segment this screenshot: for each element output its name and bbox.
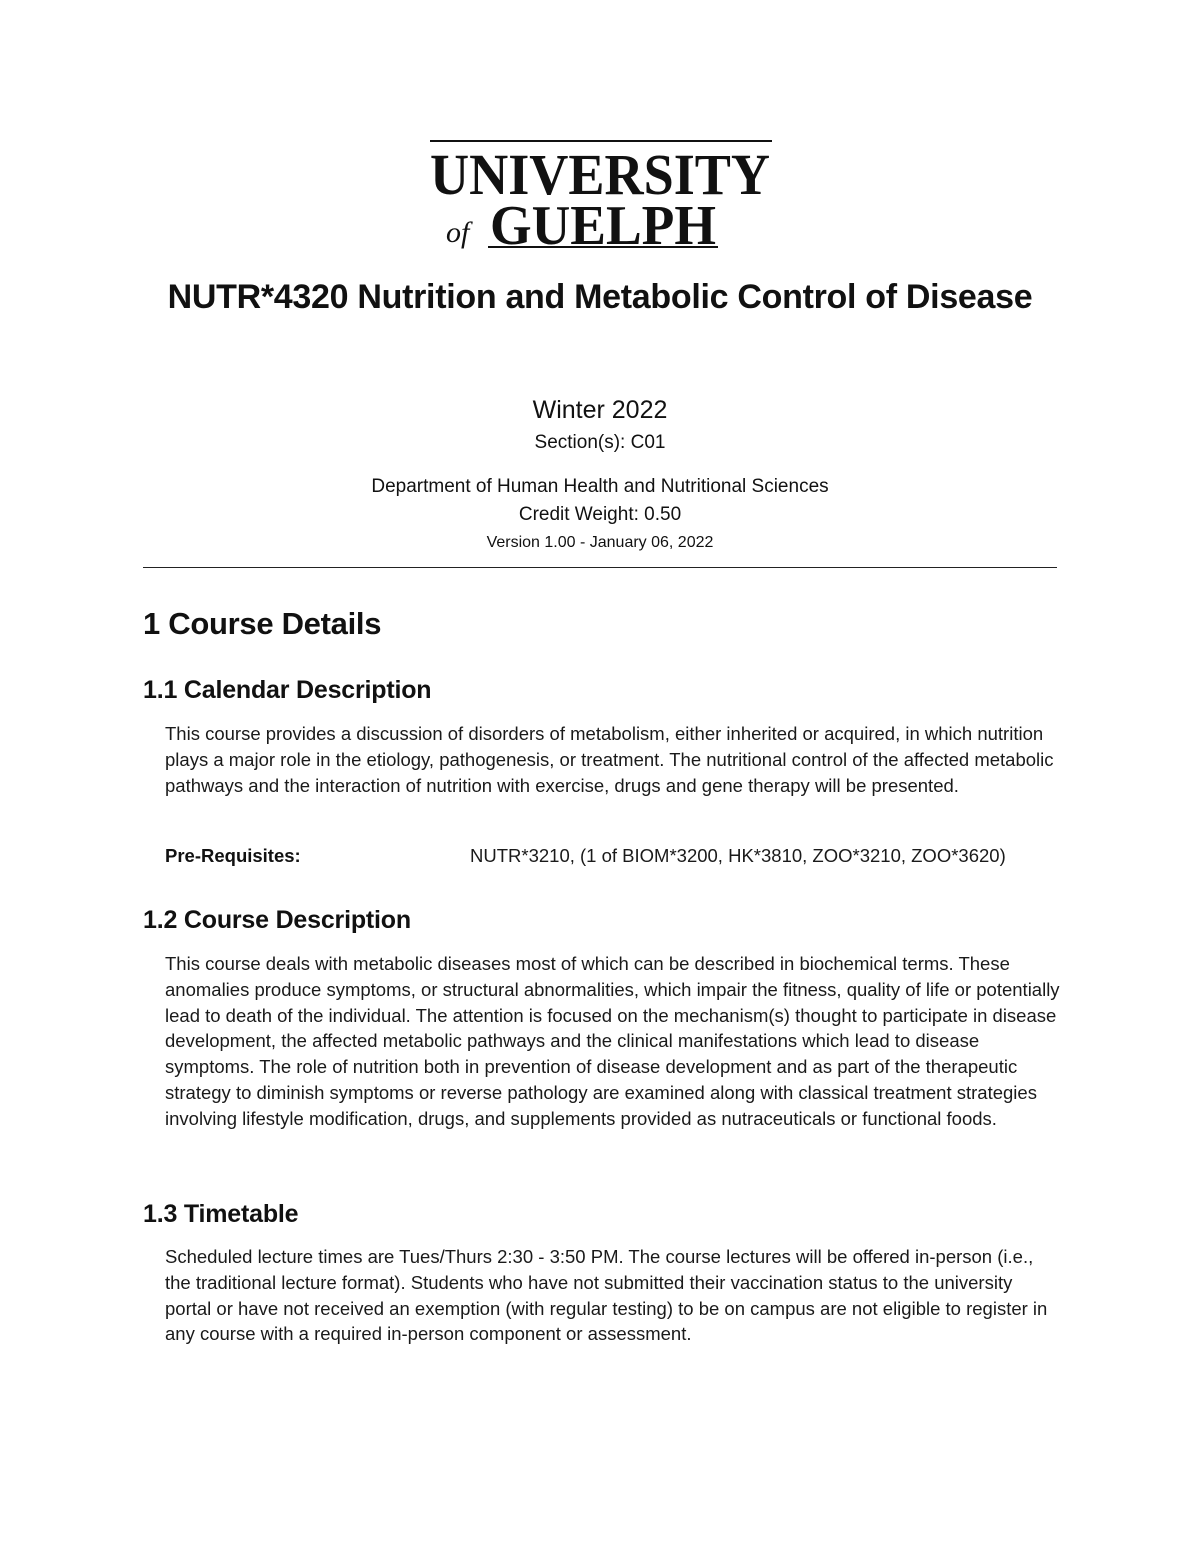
- page-title: NUTR*4320 Nutrition and Metabolic Control of Disease: [167, 278, 1033, 316]
- sections: Section(s): C01: [534, 432, 666, 453]
- logo-of: of: [446, 216, 470, 249]
- header-divider: [143, 567, 1057, 568]
- subsection-heading-course-description: 1.2 Course Description: [143, 906, 411, 934]
- subsection-heading-timetable: 1.3 Timetable: [143, 1200, 299, 1228]
- logo-line1: UNIVERSITY: [430, 142, 770, 207]
- prerequisites-value: NUTR*3210, (1 of BIOM*3200, HK*3810, ZOO*3210, ZOO*3620): [470, 845, 1006, 866]
- university-logo: [428, 138, 774, 250]
- department: Department of Human Health and Nutritional Sciences: [371, 476, 829, 497]
- timetable-text: Scheduled lecture times are Tues/Thurs 2:30 - 3:50 PM. The course lectures will be offered in-person (i.e., the traditional lecture format). Students who have not submitted their vaccination status to the university portal or have not received an exemption (with regular testing) to be on campus are not eligible to register in any course with a required in-person component or assessment.: [165, 1246, 1048, 1345]
- term: Winter 2022: [532, 396, 668, 424]
- credit-weight: Credit Weight: 0.50: [518, 504, 682, 525]
- logo-line2: GUELPH: [490, 195, 716, 250]
- course-description-text: This course deals with metabolic diseases most of which can be described in biochemical terms. These anomalies produce symptoms, or structural abnormalities, which impair the fitness, quality of life or potentially lead to death of the individual. The attention is focused on the mechanism(s) thought to participate in disease development, the affected metabolic pathways and the clinical manifestations which lead to disease symptoms. The role of nutrition both in prevention of disease development and as part of the therapeutic strategy to diminish symptoms or reverse pathology are examined along with classical treatment strategies involving lifestyle modification, drugs, and supplements provided as nutraceuticals or functional foods.: [165, 953, 1060, 1129]
- version: Version 1.00 - January 06, 2022: [486, 534, 714, 551]
- university-logo-graphic: [428, 138, 774, 250]
- section-heading-course-details: 1 Course Details: [143, 606, 382, 641]
- calendar-description-text: This course provides a discussion of disorders of metabolism, either inherited or acquired, in which nutrition plays a major role in the etiology, pathogenesis, or treatment. The nutritional control of the affected metabolic pathways and the interaction of nutrition with exercise, drugs and gene therapy will be presented.: [165, 723, 1054, 796]
- subsection-heading-calendar-description: 1.1 Calendar Description: [143, 676, 432, 704]
- prerequisites-label: Pre-Requisites:: [165, 845, 301, 866]
